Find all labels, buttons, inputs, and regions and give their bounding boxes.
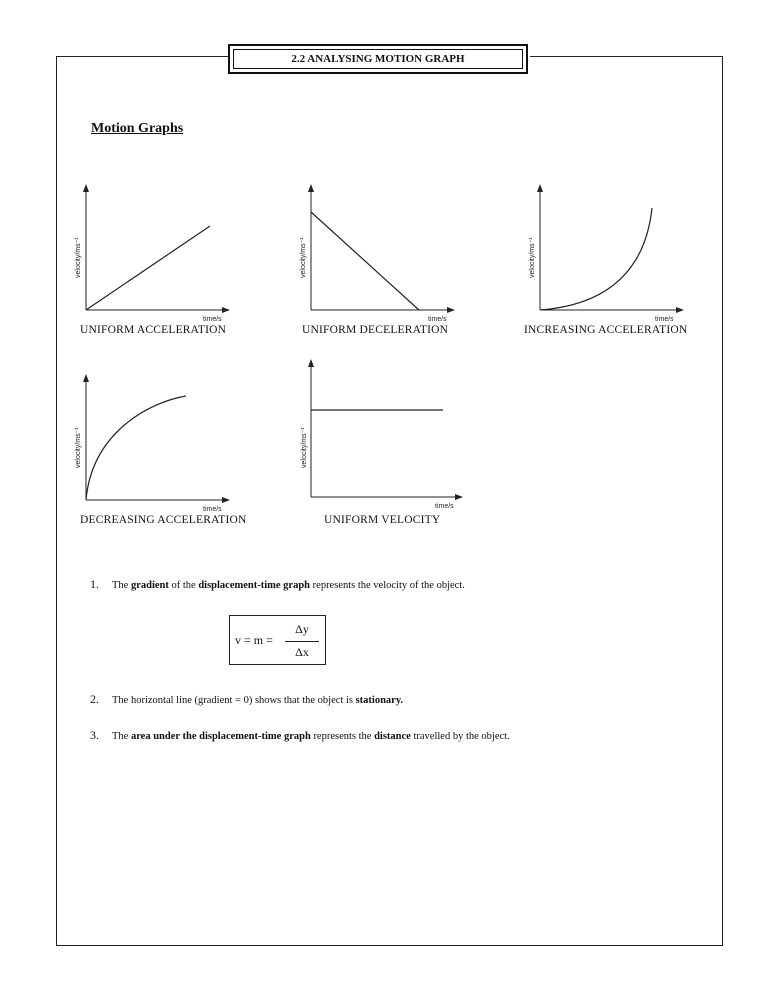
frame-top-left-border	[56, 56, 228, 57]
velocity-curve	[86, 396, 186, 500]
point-part: The	[112, 731, 131, 742]
section-heading: Motion Graphs	[91, 121, 184, 136]
page-title: 2.2 ANALYSING MOTION GRAPH	[233, 49, 523, 69]
graph-caption: UNIFORM DECELERATION	[302, 324, 449, 336]
graph-increasing-acceleration	[524, 182, 694, 322]
point-number: 2.	[90, 692, 99, 706]
point-2	[90, 692, 403, 707]
graph-uniform-velocity	[295, 356, 470, 512]
frame-right-border	[722, 56, 723, 946]
point-1	[90, 577, 465, 592]
point-part: The	[112, 580, 131, 591]
point-part-bold: gradient	[130, 580, 169, 591]
x-axis-label: time/s	[435, 503, 454, 510]
frame-bottom-border	[56, 945, 723, 946]
x-axis-label: time/s	[655, 316, 674, 323]
point-part: represents the velocity of the object.	[310, 580, 465, 591]
point-number: 1.	[90, 577, 99, 591]
point-part-bold: distance	[374, 731, 411, 742]
graph-caption: DECREASING ACCELERATION	[80, 514, 247, 526]
graph-uniform-acceleration	[70, 182, 240, 322]
point-part: represents the	[310, 731, 375, 742]
frame-top-right-border	[530, 56, 723, 57]
frame-left-border	[56, 56, 57, 946]
y-axis-label: velocity/ms⁻¹	[300, 237, 307, 278]
graph-caption: INCREASING ACCELERATION	[524, 324, 688, 336]
x-axis-label: time/s	[203, 506, 222, 513]
point-part: The horizontal line (gradient = 0) shows that the object is	[112, 695, 356, 706]
point-number: 3.	[90, 728, 99, 742]
graph-caption: UNIFORM ACCELERATION	[80, 324, 227, 336]
x-axis-label: time/s	[203, 316, 222, 323]
formula-denominator: Δx	[295, 645, 309, 659]
y-axis-label: velocity/ms⁻¹	[529, 237, 536, 278]
formula-numerator: Δy	[295, 622, 309, 636]
x-axis-label: time/s	[428, 316, 447, 323]
point-part-bold: displacement-time graph	[198, 580, 311, 591]
y-axis-label: velocity/ms⁻¹	[75, 427, 82, 468]
velocity-line	[311, 212, 419, 310]
y-axis-label: velocity/ms⁻¹	[75, 237, 82, 278]
point-part-bold: area under the displacement-time graph	[130, 731, 311, 742]
velocity-curve	[540, 208, 652, 310]
page-title-box	[228, 44, 528, 74]
formula-lhs: v = m =	[235, 633, 273, 647]
y-axis-label: velocity/ms⁻¹	[301, 427, 308, 468]
point-part: travelled by the object.	[410, 731, 510, 742]
velocity-line	[86, 226, 210, 310]
graph-caption: UNIFORM VELOCITY	[324, 514, 441, 526]
graph-decreasing-acceleration	[70, 372, 240, 512]
point-part: of the	[168, 580, 199, 591]
gradient-formula	[229, 615, 326, 665]
point-3	[90, 728, 510, 743]
fraction-bar	[285, 641, 319, 642]
point-part-bold: stationary.	[355, 695, 404, 706]
graph-uniform-deceleration	[295, 182, 465, 322]
